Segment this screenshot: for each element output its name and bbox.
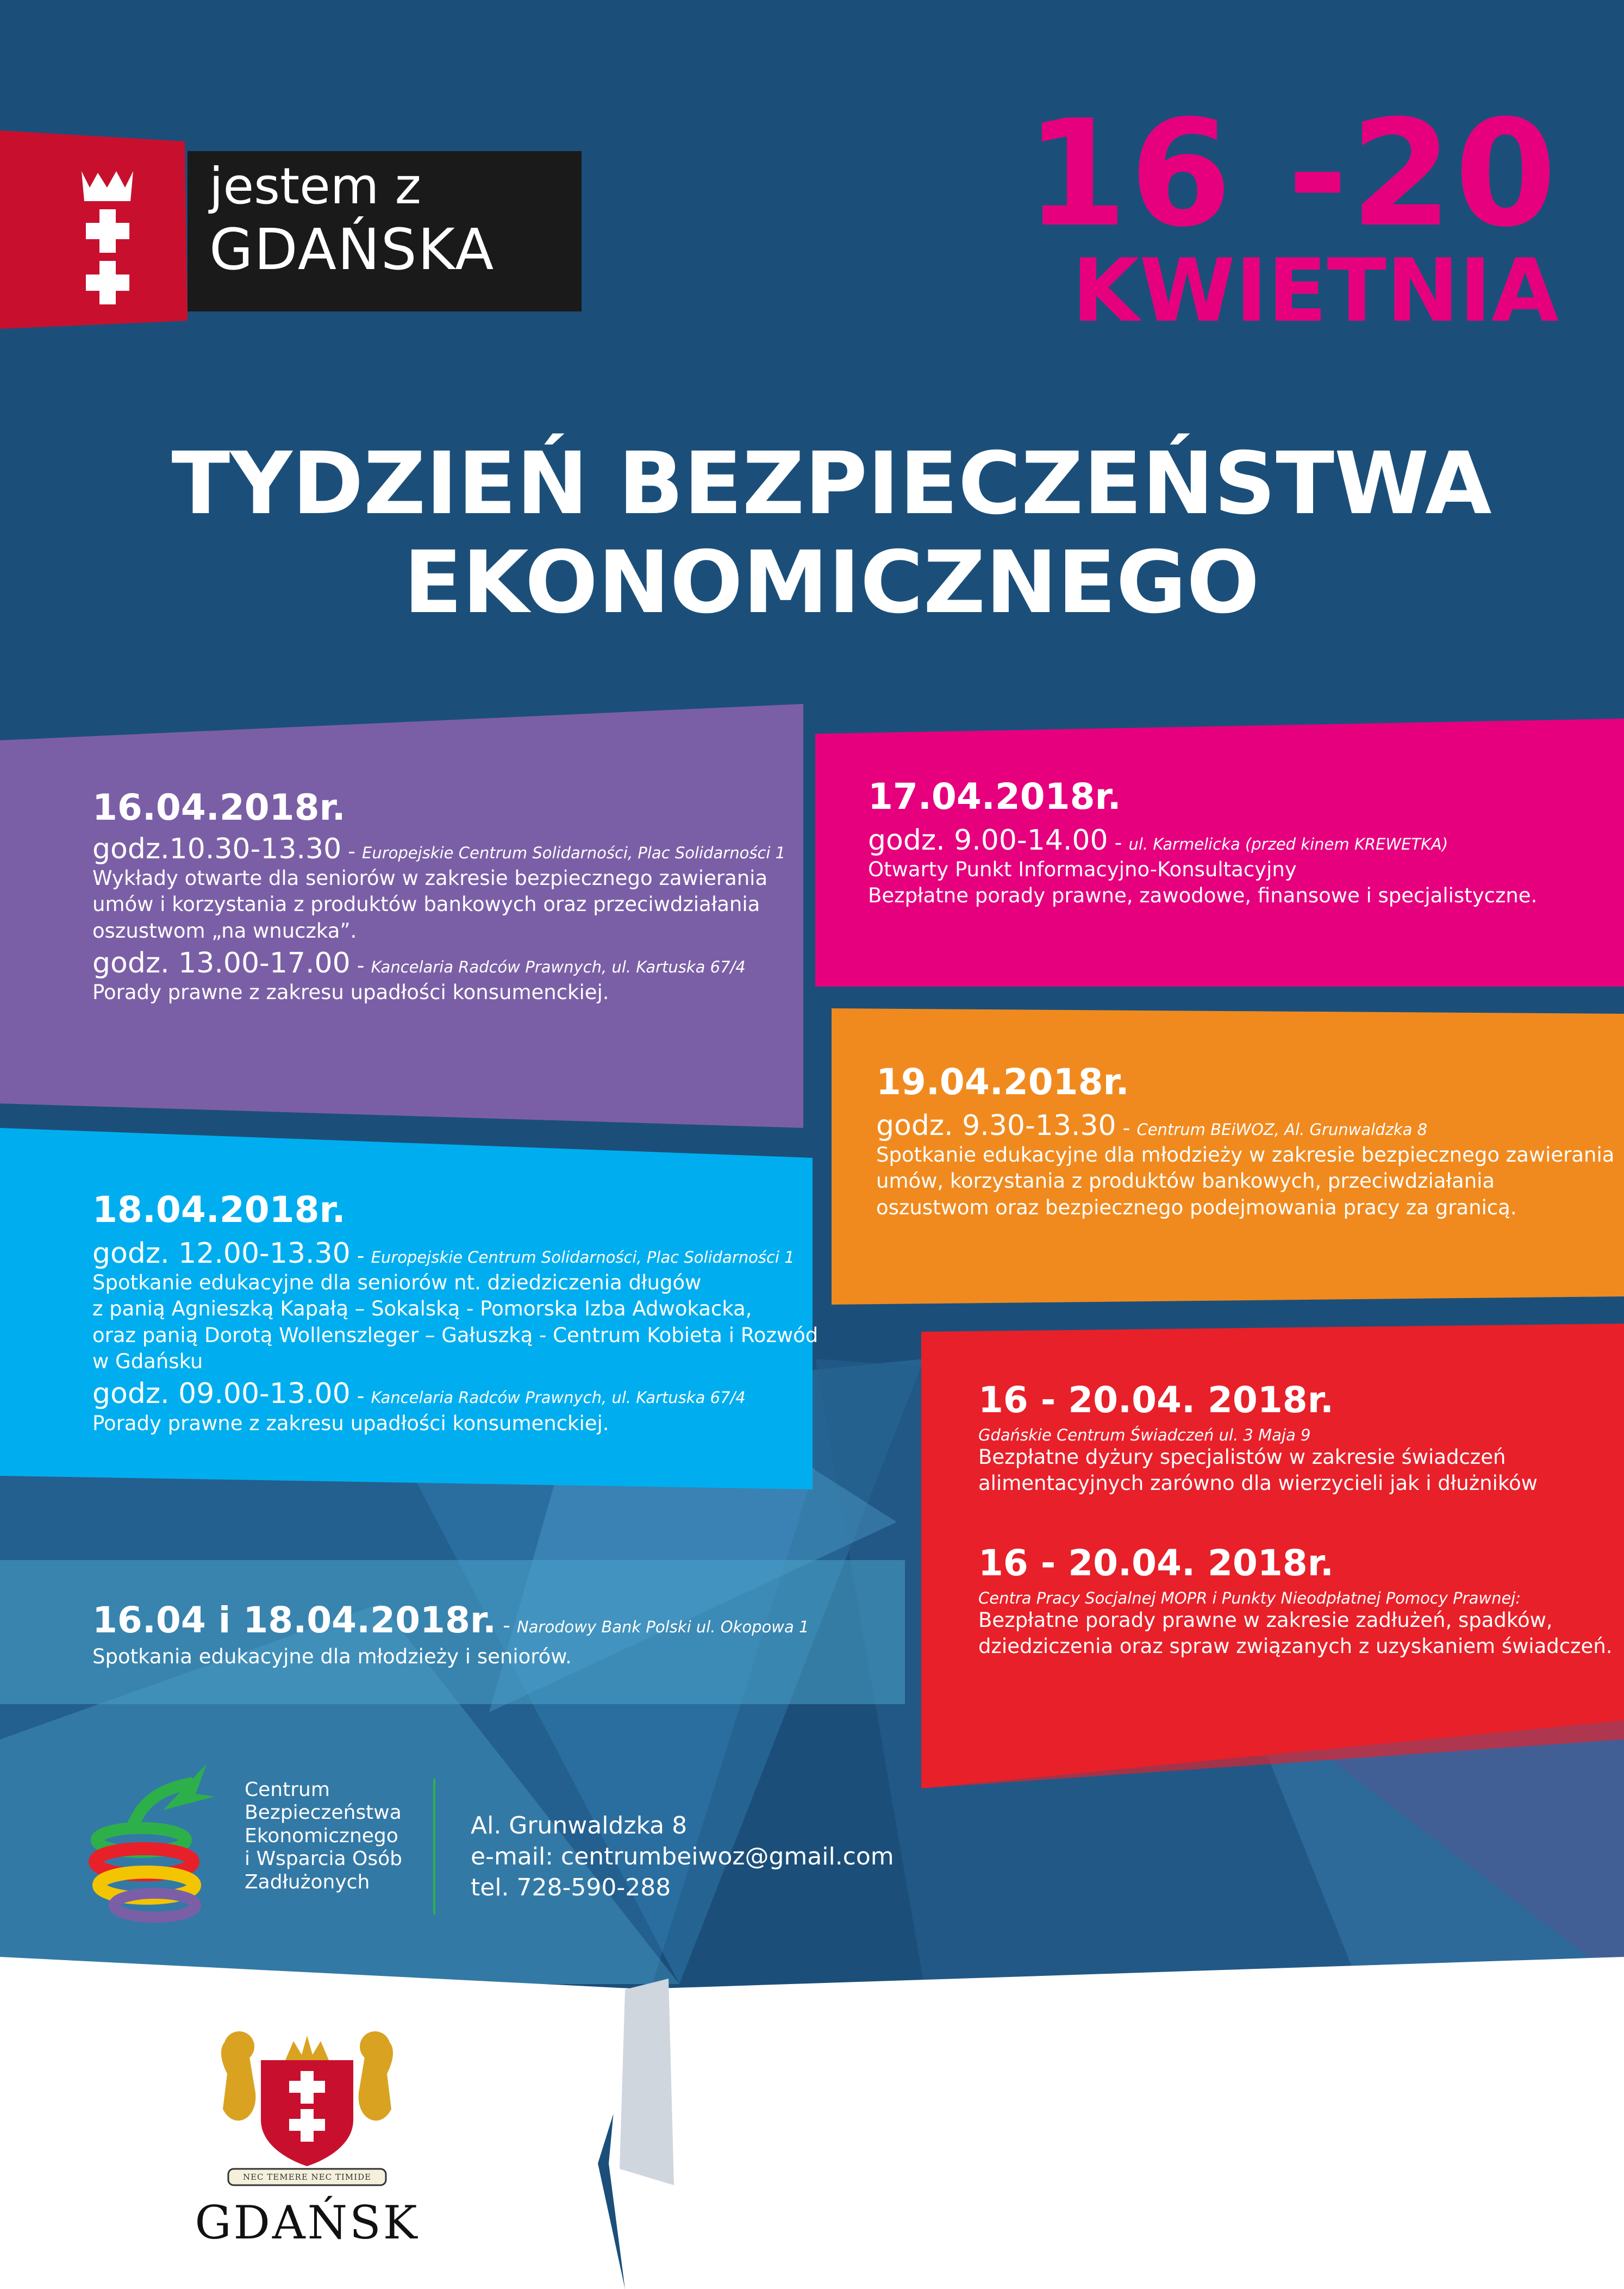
city-logo-name bbox=[185, 2196, 429, 2249]
session-description bbox=[92, 865, 794, 944]
session-description bbox=[92, 1411, 804, 1437]
event-16-04 bbox=[92, 788, 794, 1006]
session-location: Kancelaria Radców Prawnych, ul. Kartuska 67/4 bbox=[371, 1388, 746, 1407]
event-separator: - bbox=[496, 1613, 517, 1637]
description-line: oszustwom oraz bezpiecznego podejmowania pracy za granicą. bbox=[876, 1195, 1517, 1219]
description-line: umów i korzystania z produktów bankowych oraz przeciwdziałania bbox=[92, 893, 760, 916]
session-time: godz. 9.00-14.00 bbox=[868, 824, 1108, 857]
description-line: oraz panią Dorotą Wollenszleger – Gałuszką - Centrum Kobieta i Rozwód bbox=[92, 1323, 819, 1347]
session-row bbox=[876, 1110, 1615, 1143]
session-separator: - bbox=[1116, 1115, 1137, 1140]
description-line: alimentacyjnych zarówno dla wierzycieli jak i dłużników bbox=[978, 1471, 1538, 1495]
event-location: Narodowy Bank Polski ul. Okopowa 1 bbox=[516, 1618, 809, 1636]
description-line: umów, korzystania z produktów bankowych, przeciwdziałania bbox=[876, 1169, 1495, 1193]
session-row bbox=[92, 947, 794, 980]
event-date: 19.04.2018r. bbox=[876, 1061, 1129, 1103]
description-line: Spotkanie edukacyjne dla młodzieży w zakresie bezpiecznego zawierania bbox=[876, 1143, 1615, 1167]
city-name: GDAŃSK bbox=[195, 2196, 420, 2249]
session-time: godz. 9.30-13.30 bbox=[876, 1109, 1116, 1142]
session-separator: - bbox=[1108, 830, 1129, 855]
session-separator: - bbox=[350, 1383, 371, 1408]
session-description bbox=[978, 1607, 1614, 1660]
event-description bbox=[92, 1644, 897, 1670]
session-description bbox=[876, 1142, 1615, 1220]
description-line: Bezpłatne porady prawne, zawodowe, finansowe i specjalistyczne. bbox=[868, 884, 1538, 908]
description-line: Bezpłatne porady prawne w zakresie zadłużeń, spadków, bbox=[978, 1608, 1553, 1632]
event-date: 16 - 20.04. 2018r. bbox=[978, 1379, 1334, 1421]
coat-of-arms-motto bbox=[228, 2172, 386, 2182]
session-description bbox=[92, 1270, 819, 1374]
session-time: godz. 12.00-13.30 bbox=[92, 1237, 351, 1270]
event-19-04 bbox=[876, 1063, 1615, 1221]
session-location: Europejskie Centrum Solidarności, Plac Solidarności 1 bbox=[362, 843, 786, 862]
event-header-row bbox=[92, 1601, 897, 1641]
session-description bbox=[92, 980, 794, 1006]
organizer-phone: tel. 728-590-288 bbox=[471, 1874, 671, 1902]
white-fold bbox=[620, 1979, 674, 2185]
date-month: KWIETNIA bbox=[1072, 240, 1559, 341]
description-line: Bezpłatne dyżury specjalistów w zakresie świadczeń bbox=[978, 1445, 1506, 1469]
event-16-18-04 bbox=[92, 1601, 897, 1670]
organizer-name-line: i Wsparcia Osób bbox=[245, 1848, 402, 1870]
event-18-04 bbox=[92, 1189, 819, 1437]
event-date: 18.04.2018r. bbox=[92, 1189, 346, 1231]
session-time: godz.10.30-13.30 bbox=[92, 832, 342, 865]
session-location: Gdańskie Centrum Świadczeń ul. 3 Maja 9 bbox=[978, 1425, 1311, 1444]
title-line-2: EKONOMICZNEGO bbox=[403, 532, 1260, 633]
description-line: Wykłady otwarte dla seniorów w zakresie bezpiecznego zawierania bbox=[92, 866, 768, 890]
session-location: Europejskie Centrum Solidarności, Plac Solidarności 1 bbox=[371, 1248, 795, 1267]
date-range-header bbox=[1025, 88, 1559, 341]
session-time: godz. 13.00-17.00 bbox=[92, 946, 351, 980]
description-line: dziedziczenia oraz spraw związanych z uzyskaniem świadczeń. bbox=[978, 1634, 1613, 1658]
session-row bbox=[92, 833, 794, 866]
session-row bbox=[868, 825, 1607, 857]
description-line: Spotkanie edukacyjne dla seniorów nt. dziedziczenia długów bbox=[92, 1271, 702, 1295]
description-line: Spotkania edukacyjne dla młodzieży i seniorów. bbox=[92, 1644, 572, 1668]
organizer-address: Al. Grunwaldzka 8 bbox=[471, 1812, 688, 1839]
description-line: Porady prawne z zakresu upadłości konsumenckiej. bbox=[92, 981, 609, 1005]
session-description bbox=[978, 1444, 1614, 1496]
title-line-1: TYDZIEŃ BEZPIECZEŃSTWA bbox=[171, 434, 1492, 534]
page-title bbox=[98, 435, 1565, 632]
date-range: 16 -20 bbox=[1025, 88, 1559, 259]
event-date: 16.04 i 18.04.2018r. bbox=[92, 1599, 497, 1641]
session-separator: - bbox=[341, 839, 363, 863]
event-date: 17.04.2018r. bbox=[868, 776, 1121, 818]
event-date: 16 - 20.04. 2018r. bbox=[978, 1542, 1334, 1584]
session-location: ul. Karmelicka (przed kinem KREWETKA) bbox=[1128, 834, 1448, 853]
event-16-20-04-a bbox=[978, 1381, 1614, 1496]
session-time: godz. 09.00-13.00 bbox=[92, 1377, 351, 1410]
description-line: Porady prawne z zakresu upadłości konsumenckiej. bbox=[92, 1411, 609, 1435]
organizer-contact bbox=[471, 1810, 960, 1904]
session-location: Centrum BEiWOZ, Al. Grunwaldzka 8 bbox=[1136, 1120, 1428, 1139]
badge-line-1: jestem z bbox=[209, 157, 421, 215]
event-date: 16.04.2018r. bbox=[92, 787, 346, 828]
session-row bbox=[92, 1378, 804, 1411]
session-location: Kancelaria Radców Prawnych, ul. Kartuska 67/4 bbox=[371, 957, 746, 976]
event-16-20-04-b bbox=[978, 1544, 1614, 1660]
session-description bbox=[868, 857, 1607, 909]
white-bottom-right bbox=[609, 1957, 1624, 2289]
session-separator: - bbox=[350, 1243, 371, 1268]
organizer-name-line: Ekonomicznego bbox=[245, 1824, 398, 1847]
session-row bbox=[92, 1238, 804, 1270]
organizer-name-line: Bezpieczeństwa bbox=[245, 1801, 402, 1824]
organizer-name-line: Zadłużonych bbox=[245, 1870, 370, 1893]
event-17-04 bbox=[868, 777, 1607, 909]
organizer-divider bbox=[433, 1779, 435, 1914]
session-location: Centra Pracy Socjalnej MOPR i Punkty Nieodpłatnej Pomocy Prawnej: bbox=[978, 1588, 1521, 1607]
description-line: Otwarty Punkt Informacyjno-Konsultacyjny bbox=[868, 858, 1297, 882]
badge-line-2: GDAŃSKA bbox=[209, 216, 495, 283]
organizer-email[interactable]: e-mail: centrumbeiwoz@gmail.com bbox=[471, 1843, 894, 1871]
description-line: z panią Agnieszką Kapałą – Sokalską - Pomorska Izba Adwokacka, bbox=[92, 1297, 752, 1321]
description-line: oszustwom „na wnuczka”. bbox=[92, 919, 357, 943]
description-line: w Gdańsku bbox=[92, 1349, 203, 1373]
organizer-name bbox=[245, 1779, 424, 1894]
motto-text: NEC TEMERE NEC TIMIDE bbox=[242, 2172, 372, 2182]
organizer-name-line: Centrum bbox=[245, 1779, 330, 1801]
badge bbox=[209, 155, 573, 283]
session-separator: - bbox=[350, 953, 371, 977]
